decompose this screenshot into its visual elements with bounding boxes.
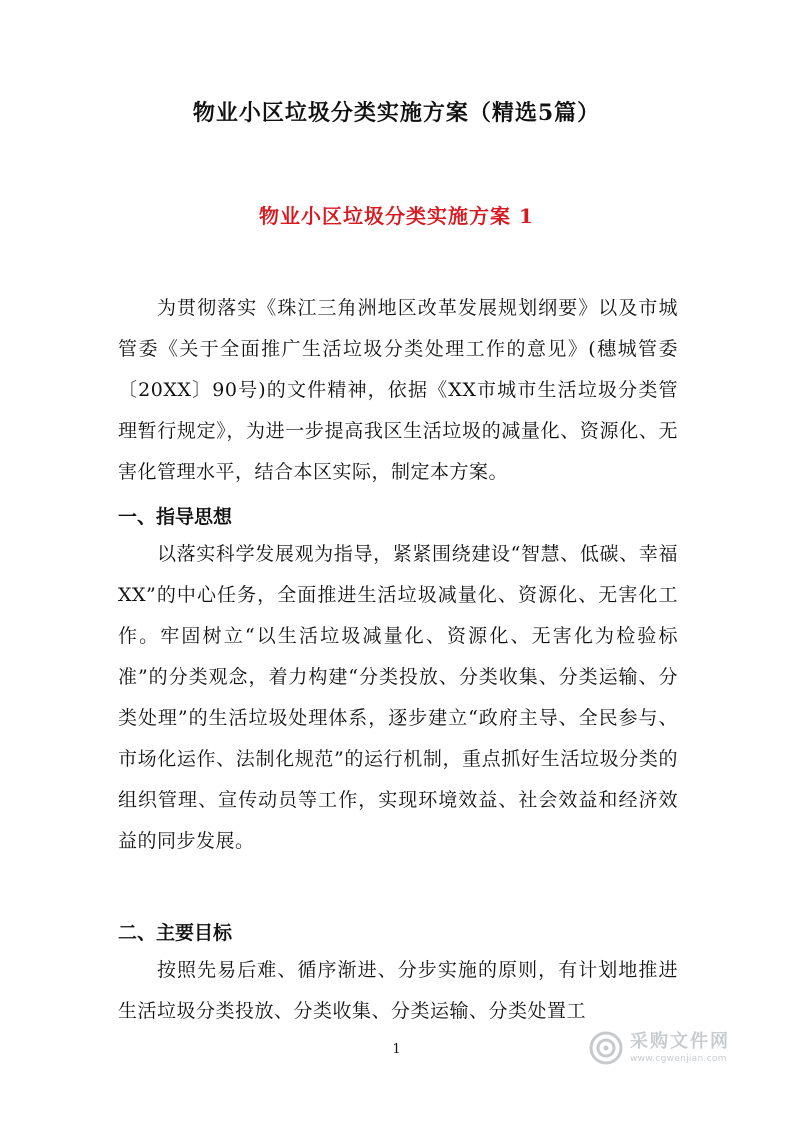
main-goals-paragraph: 按照先易后难、循序渐进、分步实施的原则，有计划地推进生活垃圾分类投放、分类收集、分类运输、分类处置工 — [118, 959, 678, 1022]
section-heading-main-goals: 二、主要目标 — [118, 922, 233, 944]
guiding-ideology-paragraph: 以落实科学发展观为指导，紧紧围绕建设“智慧、低碳、幸福XX”的中心任务，全面推进生活垃圾减量化、资源化、无害化工作。牢固树立“以生活垃圾减量化、资源化、无害化为检验标准”的分类观念，着力构建“分类投放、分类收集、分类运输、分类处理”的生活垃圾处理体系，逐步建立“政府主导、全民参与、市场化运作、法制化规范”的运行机制，重点抓好生活垃圾分类的组织管理、宣传动员等工作，实现环境效益、社会效益和经济效益的同步发展。 — [118, 543, 678, 852]
intro-paragraph: 为贯彻落实《珠江三角洲地区改革发展规划纲要》以及市城管委《关于全面推广生活垃圾分类处理工作的意见》(穗城管委〔20XX〕90号)的文件精神，依据《XX市城市生活垃圾分类管理暂行规定》，为进一步提高我区生活垃圾的减量化、资源化、无害化管理水平，结合本区实际，制定本方案。 — [118, 297, 678, 483]
watermark-name: 采购文件网 — [630, 1031, 730, 1052]
section-heading-guiding-ideology: 一、指导思想 — [118, 506, 233, 528]
document-title: 物业小区垃圾分类实施方案（精选5篇） — [192, 100, 601, 126]
site-watermark — [588, 1026, 768, 1070]
page-number: 1 — [392, 1042, 401, 1057]
watermark-logo-icon — [588, 1030, 624, 1066]
watermark-url: www.cgwenjian.com — [630, 1054, 727, 1064]
section-subtitle: 物业小区垃圾分类实施方案 1 — [259, 204, 534, 228]
